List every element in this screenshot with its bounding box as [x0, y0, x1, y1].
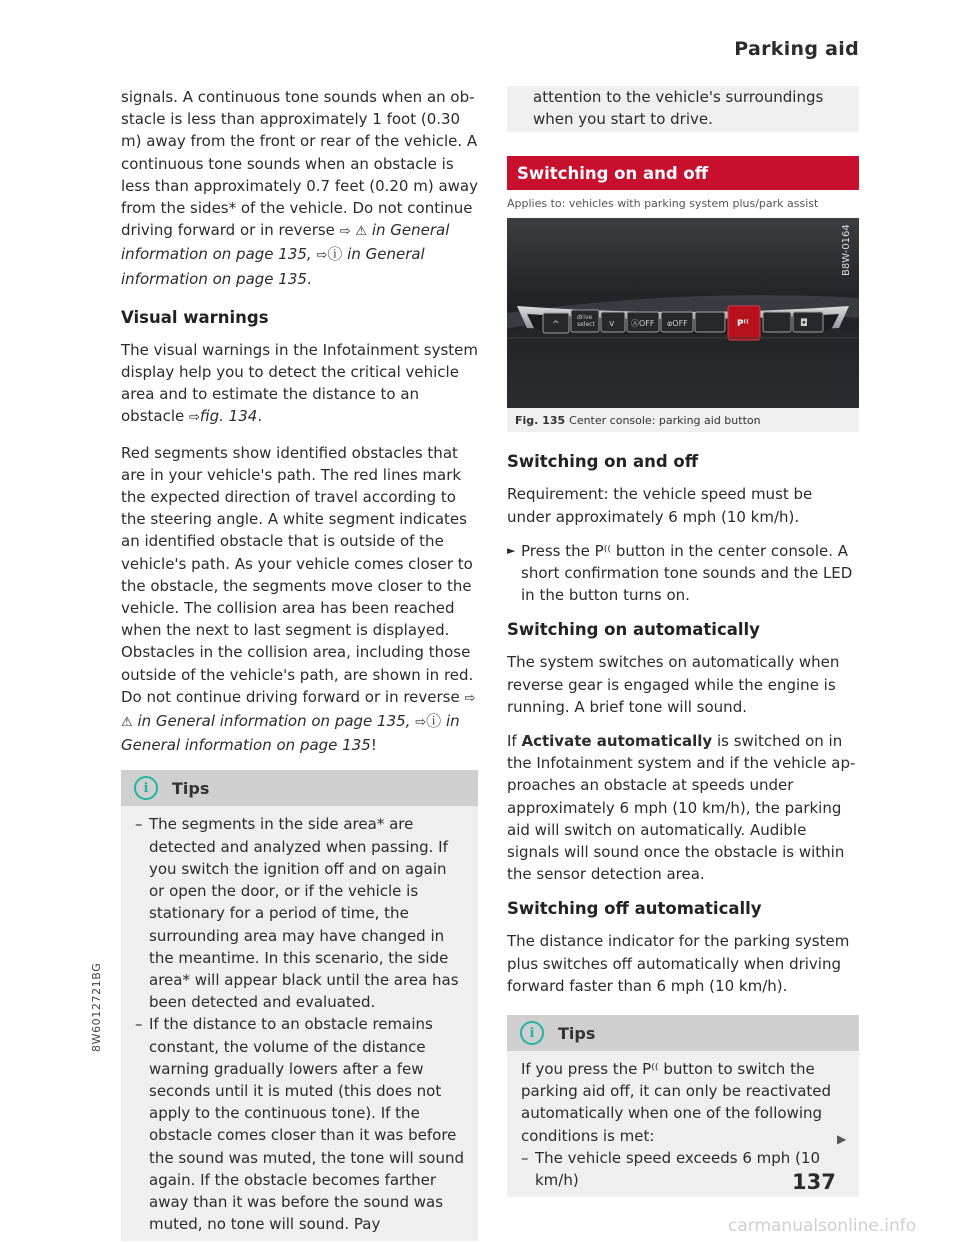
caution-icon: ⓘ	[426, 712, 442, 731]
cross-reference[interactable]: in General information on page 135	[121, 245, 425, 288]
tips-box	[121, 770, 478, 1241]
parking-aid-icon: P⁽⁽	[737, 319, 749, 330]
tips-header: i Tips	[507, 1015, 859, 1051]
triangle-bullet-icon: ►	[507, 543, 516, 557]
figure-caption: Fig. 135 Center console: parking aid button	[507, 408, 859, 432]
cross-reference[interactable]: in General information on page 135	[121, 712, 460, 755]
figure-code: B8W-0164	[841, 224, 852, 277]
media-icon: ◘	[800, 318, 808, 330]
heading-switching-off-automatically: Switching off automatically	[507, 899, 762, 919]
heading-switching-on-off: Switching on and off	[507, 452, 699, 472]
paragraph-visual: The visual warnings in the Infotainment system display help you to detect the critical vehicle area and to estimate the distance to an obstacle ⇨fig. 134.	[121, 340, 478, 426]
section-title: Parking aid	[734, 38, 859, 60]
console-illustration	[507, 218, 859, 408]
svg-text:select: select	[577, 321, 595, 329]
start-stop-off-icon: ⒶOFF	[631, 319, 655, 329]
document-code: 8W6012721BG	[90, 962, 103, 1052]
watermark: carmanualsonline.info	[728, 1216, 917, 1236]
tips-body	[121, 806, 478, 1241]
list-item: – If the distance to an obstacle remains constant, the volume of the distance warning gradually lowers after a few seconds until it is muted (this does not apply to the continuous tone). If the obstacle comes closer than it was before the sound was muted, the tone will sound again. If the obstacle becomes farther away than it was before the sound was muted, no tone will sound. Pay	[135, 1015, 465, 1234]
figure-center-console	[507, 218, 859, 408]
paragraph-auto-on: The system switches on automatically when reverse gear is engaged while the engine is running. A brief tone will sound.	[507, 653, 840, 716]
chevron-up-icon: ^	[552, 320, 560, 331]
page-number: 137	[792, 1170, 836, 1194]
continued-arrow-icon: ▶	[837, 1132, 847, 1146]
tips-continuation: attention to the vehicle's surroundings when you start to drive.	[507, 86, 859, 132]
arrow-icon: ⇨	[316, 248, 328, 264]
warning-icon: ⚠	[355, 224, 368, 240]
info-icon: i	[134, 776, 158, 800]
list-item: – The segments in the side area* are detected and analyzed when passing. If you switch the ignition off and on again or open the door, or if the vehicle is stationary for a period of time, the surrounding area may have changed in the meantime. In this scenario, the side area* will appear black until the area has been detected and evaluated.	[135, 815, 459, 1012]
applies-to-note: Applies to: vehicles with parking system plus/park assist	[507, 197, 819, 211]
cross-reference[interactable]: in General information on page 135,	[121, 221, 450, 264]
warning-icon: ⚠	[121, 715, 133, 731]
arrow-icon: ⇨	[339, 224, 351, 240]
caution-icon: ⓘ	[327, 245, 343, 264]
info-icon: i	[520, 1021, 544, 1045]
heading-switching-on-automatically: Switching on automatically	[507, 620, 760, 640]
heading-visual-warnings: Visual warnings	[121, 307, 269, 327]
paragraph-requirement: Requirement: the vehicle speed must be under approximately 6 mph (10 km/h).	[507, 485, 813, 526]
drive-select-label: drive	[577, 314, 593, 322]
esc-off-icon: ⱷOFF	[667, 319, 688, 329]
chevron-down-icon: v	[609, 319, 615, 330]
left-column	[121, 86, 478, 1241]
parking-aid-icon: P⁽⁽	[594, 541, 612, 560]
paragraph-activate-automatically: If Activate automatically is switched on in the Infotainment system and if the vehicle approaches an obstacle at speeds under approximately 6 mph (10 km/h), the parking aid will switch on automatically. Audible signals will sound once the obstacle is within the sensor detection area.	[507, 732, 856, 884]
cross-reference[interactable]: in General information on page 135,	[137, 712, 411, 731]
arrow-icon: ⇨	[415, 715, 427, 731]
arrow-icon: ⇨	[189, 410, 200, 426]
parking-aid-icon: P⁽⁽	[642, 1060, 659, 1079]
list-item: ► Press the P⁽⁽ button in the center console. A short confirmation tone sounds and the LED in the button turns on.	[507, 540, 859, 607]
paragraph-red-segments: Red segments show identified obstacles that are in your vehicle's path. The red lines mark the expected direction of travel according to the steering angle. A white segment indicates an identified obstacle that is outside of the vehicle's path. As your vehicle comes closer to the obstacle, the segments move closer to the vehicle. The collision area has been reached when the next to last segment is displayed. Obstacles in the collision area, including those outside of the vehicle's path, are shown in red. Do not continue driving forward or in reverse ⇨ ⚠ in General information on page 135, ⇨ⓘ in General information on page 135!	[121, 443, 476, 755]
list-item: – The vehicle speed exceeds 6 mph (10 km/h)	[521, 1148, 820, 1190]
right-column	[507, 86, 859, 1197]
tip-paragraph: If you press the P⁽⁽ button to switch the parking aid off, it can only be reactivated automatically when one of the following conditions is met:	[521, 1060, 832, 1145]
section-heading-bar: Switching on and off	[507, 156, 859, 190]
paragraph-signals: signals. A continuous tone sounds when an obstacle is less than approximately 1 foot (0.30 m) away from the front or rear of the vehicle. A continuous tone sounds when an obstacle is less than approximately 0.7 feet (0.20 m) away from the sides* of the vehicle. Do not continue driving forward or in reverse ⇨ ⚠ in General information on page 135, ⇨ⓘ in General information on page 135.	[121, 88, 478, 288]
paragraph-auto-off: The distance indicator for the parking system plus switches off automatically when driving forward faster than 6 mph (10 km/h).	[507, 932, 850, 995]
tips-header: i Tips	[121, 770, 478, 806]
arrow-icon: ⇨	[464, 690, 476, 706]
figure-reference[interactable]: fig. 134	[199, 407, 258, 426]
